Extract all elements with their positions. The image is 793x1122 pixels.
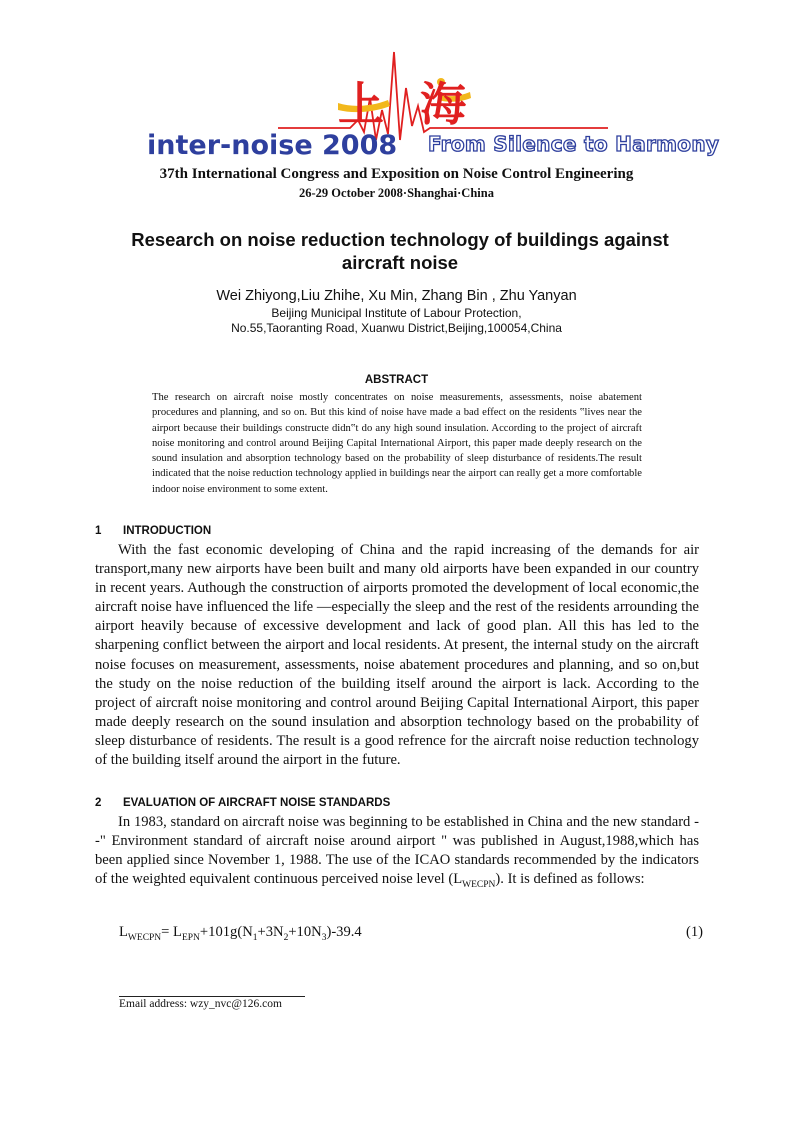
introduction-paragraph: With the fast economic developing of China and the rapid increasing of the demands for air transport,many new airports have been built and many old airports have been expanded in our country in recent years. Authough the construction of airports promoted the development of local economic,the aircraft noise have influenced the life —especially the sleep and the rest of the residents arrounding the airport heavily because of excessive development and lack of good plan. All this has led to the sharpening conflict between the airport and local residents. At present, the internal study on the aircraft noise focuses on measurement, assessments, noise abatement procedures and planning, and so on,but the study on the noise reduction of the building itself around the airport is lack. According to the project of aircraft noise monitoring and control around Beijing Capital International Airport, this paper made deeply research on the sound insulation and absorption technology based on the probability of sleep disturbance of residents. The result is a good refrence for the aircraft noise reduction technology of the building itself around the airport in the future. — [95, 542, 699, 769]
conference-logo — [138, 48, 720, 166]
abstract-text: The research on aircraft noise mostly concentrates on noise measurements, assessments, noise abatement procedures and planning, and so on. But this kind of noise have made a bad effect on the residents ‟lives near the airport because their buildings constructe didn‟t do any high sound insulation. According to the project of aircraft noise monitoring and control around Beijing Capital International Airport, this paper made deeply research on the sound insulation and absorption technology based on the probability of sleep disturbance of residents.The result indicated that the noise reduction technology applied in buildings near the airport can really get a more comfortable indoor noise environment to some extent. — [152, 392, 642, 495]
eq-subscript: 1 — [252, 932, 258, 943]
congress-dates: 26-29 October 2008·Shanghai·China — [299, 186, 494, 200]
evaluation-paragraph-main: In 1983, standard on aircraft noise was beginning to be established in China and the new standard --" Environment standard of aircraft noise around airport " was published in August,1988,which has been applied since November 1, 1988. The use of the ICAO standards recommended by the indicators of the weighted equivalent continuous perceived noise level (L — [95, 814, 699, 888]
eq-term: +3N — [257, 924, 284, 940]
equation-number: (1) — [686, 924, 704, 940]
congress-name: 37th International Congress and Exposition on Noise Control Engineering — [159, 166, 634, 182]
author-list: Wei Zhiyong,Liu Zhihe, Xu Min, Zhang Bin , Zhu Yanyan — [216, 288, 577, 304]
wecpn-subscript: WECPN — [462, 880, 496, 891]
eq-subscript: EPN — [181, 932, 200, 943]
section-heading-introduction — [95, 525, 211, 537]
footnote-email: Email address: wzy_nvc@126.com — [119, 998, 282, 1010]
brand-name: inter-noise 2008 — [147, 130, 398, 161]
eq-subscript: WECPN — [127, 932, 162, 943]
logo-glyphs: 上海 — [338, 77, 502, 131]
section-number: 2 — [95, 797, 102, 809]
section-number: 1 — [95, 525, 102, 537]
abstract-heading: ABSTRACT — [364, 374, 429, 386]
eq-subscript: 2 — [283, 932, 289, 943]
eq-term: L — [119, 924, 128, 940]
eq-term: = L — [161, 924, 182, 940]
affiliation-line-1: Beijing Municipal Institute of Labour Protection, — [271, 306, 522, 320]
section-heading-evaluation — [95, 797, 390, 809]
equation-1 — [119, 924, 362, 943]
slogan: From Silence to Harmony — [428, 132, 720, 156]
evaluation-paragraph-tail: ). It is defined as follows: — [495, 871, 645, 888]
eq-term: +10N — [288, 924, 322, 940]
footnote-divider — [119, 996, 305, 997]
paper-title: Research on noise reduction technology of buildings against aircraft noise — [131, 229, 669, 273]
evaluation-paragraph — [95, 813, 699, 895]
eq-term: )-39.4 — [326, 924, 362, 940]
section-title: EVALUATION OF AIRCRAFT NOISE STANDARDS — [123, 797, 391, 809]
eq-subscript: 3 — [321, 932, 327, 943]
section-title: INTRODUCTION — [123, 525, 212, 537]
affiliation-line-2: No.55,Taoranting Road, Xuanwu District,Beijing,100054,China — [231, 321, 562, 335]
eq-term: +101g(N — [199, 924, 253, 940]
